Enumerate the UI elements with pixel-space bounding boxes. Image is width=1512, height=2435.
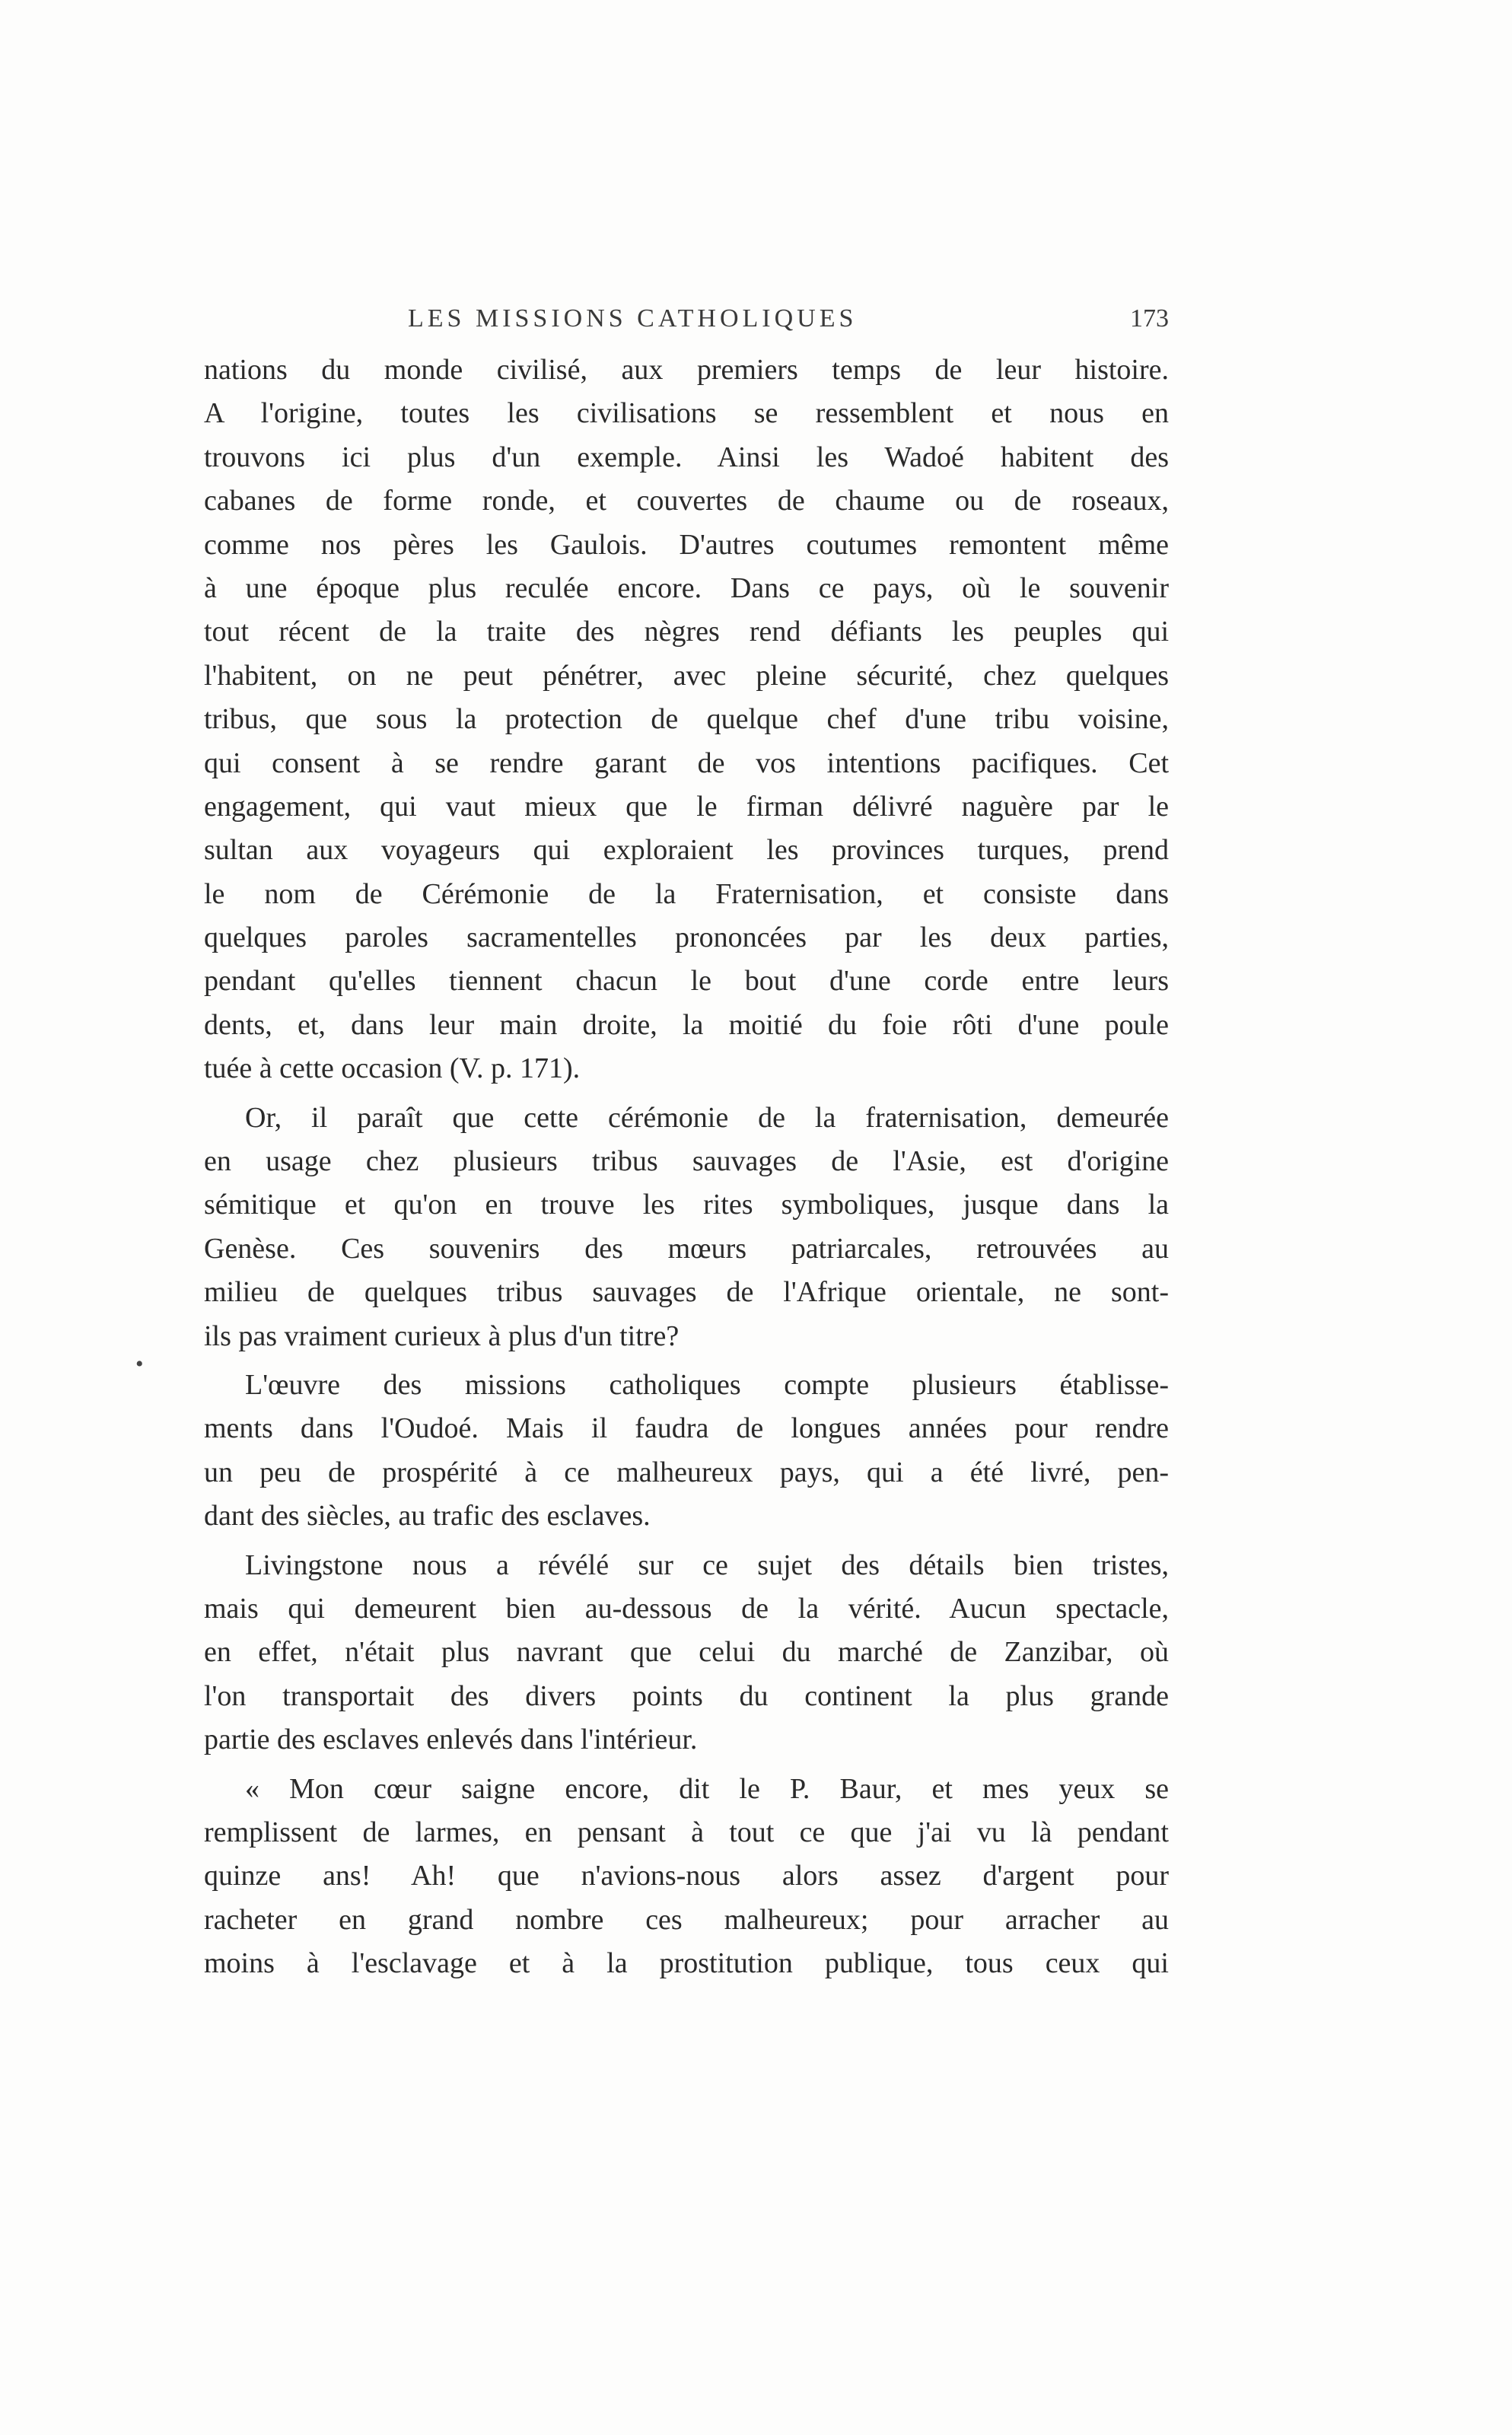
- text-line: ils pas vraiment curieux à plus d'un titre?: [204, 1319, 680, 1352]
- text-line: partie des esclaves enlevés dans l'intérieur.: [204, 1724, 698, 1756]
- text-line: dents, et, dans leur main droite, la moitié du foie rôti d'une poule: [204, 1008, 1169, 1041]
- margin-mark: •: [135, 1351, 144, 1377]
- running-title: LES MISSIONS CATHOLIQUES: [408, 304, 858, 333]
- text-line: le nom de Cérémonie de la Fraternisation, et consiste dans: [204, 877, 1169, 910]
- text-line: l'on transportait des divers points du continent la plus grande: [204, 1679, 1169, 1712]
- text-line: pendant qu'elles tiennent chacun le bout d'une corde entre leurs: [204, 965, 1169, 998]
- text-line: ments dans l'Oudoé. Mais il faudra de longues années pour rendre: [204, 1412, 1169, 1445]
- text-line: moins à l'esclavage et à la prostitution publique, tous ceux qui: [204, 1947, 1169, 1980]
- text-line: qui consent à se rendre garant de vos intentions pacifiques. Cet: [204, 746, 1169, 779]
- body-text: [204, 349, 1169, 1985]
- text-line: quelques paroles sacramentelles prononcées par les deux parties,: [204, 921, 1169, 954]
- text-line: dant des siècles, au trafic des esclaves.: [204, 1500, 651, 1533]
- text-line: cabanes de forme ronde, et couvertes de chaume ou de roseaux,: [204, 485, 1169, 517]
- text-line: à une époque plus reculée encore. Dans ce pays, où le souvenir: [204, 571, 1169, 604]
- text-line: Or, il paraît que cette cérémonie de la fraternisation, demeurée: [245, 1101, 1169, 1134]
- text-line: nations du monde civilisé, aux premiers temps de leur histoire.: [204, 354, 1169, 386]
- text-line: l'habitent, on ne peut pénétrer, avec pleine sécurité, chez quelques: [204, 659, 1169, 692]
- page-number: 173: [1130, 304, 1169, 333]
- text-line: mais qui demeurent bien au-dessous de la vérité. Aucun spectacle,: [204, 1592, 1169, 1625]
- text-line: remplissent de larmes, en pensant à tout ce que j'ai vu là pendant: [204, 1816, 1169, 1848]
- text-line: trouvons ici plus d'un exemple. Ainsi les Wadoé habitent des: [204, 441, 1169, 473]
- text-line: sémitique et qu'on en trouve les rites symboliques, jusque dans la: [204, 1189, 1169, 1221]
- text-line: comme nos pères les Gaulois. D'autres coutumes remontent même: [204, 528, 1169, 561]
- text-line: quinze ans! Ah! que n'avions-nous alors assez d'argent pour: [204, 1860, 1169, 1892]
- text-line: A l'origine, toutes les civilisations se ressemblent et nous en: [204, 397, 1169, 430]
- text-line: « Mon cœur saigne encore, dit le P. Baur, et mes yeux se: [245, 1772, 1169, 1805]
- text-line: un peu de prospérité à ce malheureux pays, qui a été livré, pen-: [204, 1456, 1169, 1488]
- text-line: racheter en grand nombre ces malheureux; pour arracher au: [204, 1903, 1169, 1936]
- text-line: sultan aux voyageurs qui exploraient les provinces turques, prend: [204, 834, 1169, 867]
- text-line: L'œuvre des missions catholiques compte plusieurs établisse-: [245, 1368, 1169, 1401]
- text-line: tuée à cette occasion (V. p. 171).: [204, 1052, 581, 1085]
- text-line: tribus, que sous la protection de quelque chef d'une tribu voisine,: [204, 703, 1169, 736]
- text-line: engagement, qui vaut mieux que le firman délivré naguère par le: [204, 790, 1169, 823]
- text-line: Livingstone nous a révélé sur ce sujet des détails bien tristes,: [245, 1549, 1169, 1581]
- text-line: tout récent de la traite des nègres rend défiants les peuples qui: [204, 616, 1169, 648]
- text-line: milieu de quelques tribus sauvages de l'Afrique orientale, ne sont-: [204, 1276, 1169, 1309]
- running-head: [204, 300, 1169, 338]
- text-line: en usage chez plusieurs tribus sauvages de l'Asie, est d'origine: [204, 1145, 1169, 1178]
- text-line: Genèse. Ces souvenirs des mœurs patriarcales, retrouvées au: [204, 1232, 1169, 1265]
- text-line: en effet, n'était plus navrant que celui du marché de Zanzibar, où: [204, 1636, 1169, 1669]
